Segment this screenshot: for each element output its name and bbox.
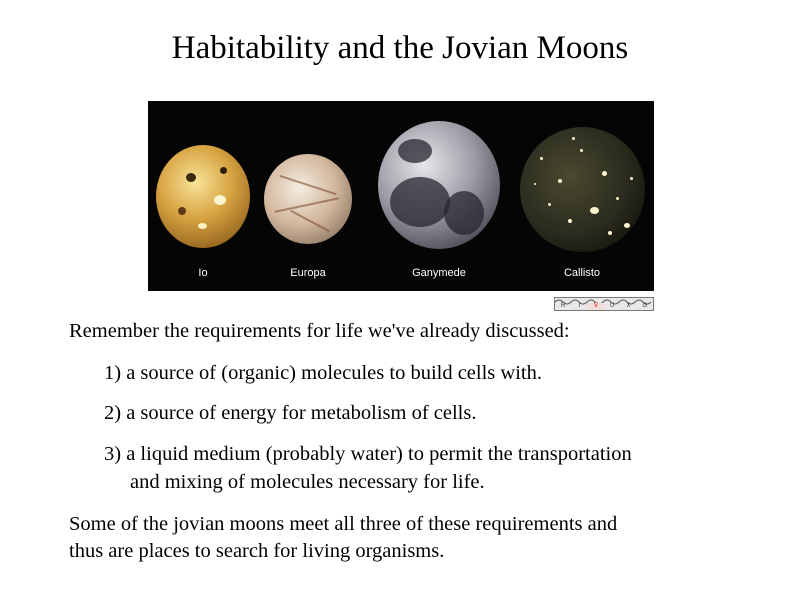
io-moon (156, 145, 250, 248)
ganymede-label: Ganymede (412, 267, 466, 279)
callisto-label: Callisto (563, 267, 601, 279)
europa-moon (264, 154, 352, 244)
requirement-3-line2: and mixing of molecules necessary for life. (130, 471, 485, 493)
conclusion-line1: Some of the jovian moons meet all three of these requirements and (69, 513, 618, 535)
europa-label: Europa (290, 267, 326, 279)
ganymede-moon (378, 121, 500, 249)
band-letter-g: G (642, 303, 648, 309)
callisto-moon (520, 127, 645, 252)
requirement-3-line1: 3) a liquid medium (probably water) to permit the transportation (104, 443, 632, 465)
slide-title: Habitability and the Jovian Moons (171, 30, 629, 66)
requirement-2: 2) a source of energy for metabolism of cells. (104, 402, 477, 424)
requirement-1: 1) a source of (organic) molecules to build cells with. (104, 362, 542, 384)
band-letter-v-active: V (588, 303, 604, 310)
rivuxg-wavelength-bar (554, 297, 654, 311)
jovian-moons-image (148, 101, 654, 291)
band-letter-x: X (626, 303, 631, 309)
band-letter-u: U (609, 303, 615, 309)
band-letter-i: I (578, 303, 581, 309)
io-label: Io (198, 267, 208, 279)
band-letter-r: R (560, 303, 566, 309)
intro-text: Remember the requirements for life we've already discussed: (69, 320, 570, 342)
conclusion-line2: thus are places to search for living organisms. (69, 540, 445, 562)
